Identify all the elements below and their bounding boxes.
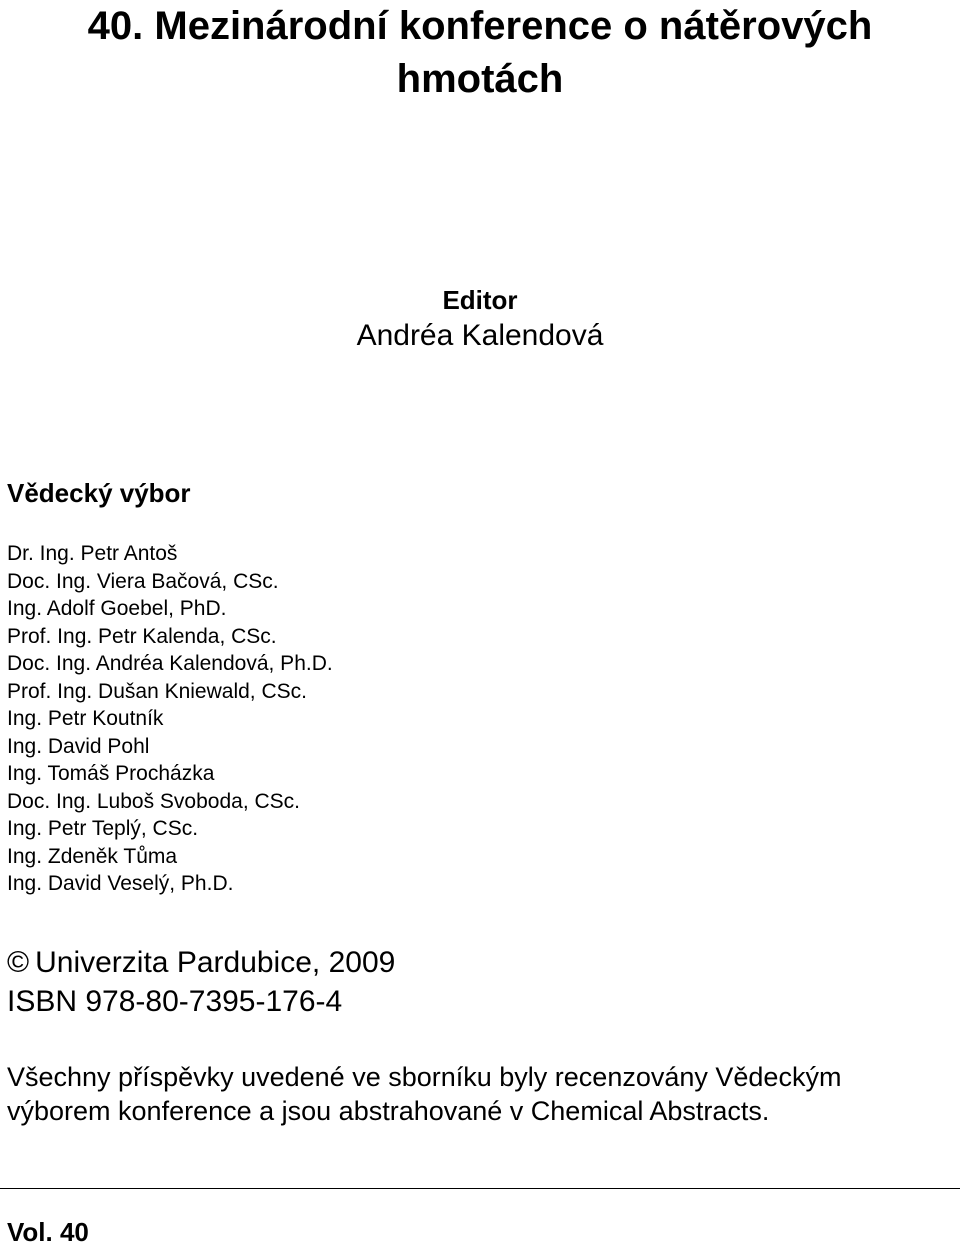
editor-name: Andréa Kalendová [356,319,604,352]
editor-label: Editor [442,285,518,315]
copyright-icon: © [7,946,30,979]
committee-member: Ing. Zdeněk Tůma [7,844,178,868]
committee-list [7,540,333,898]
document-title: 40. Mezinárodní konference o nátěrových hmotách [87,4,873,101]
isbn: ISBN 978-80-7395-176-4 [7,985,343,1018]
committee-member: Ing. Adolf Goebel, PhD. [7,597,227,620]
committee-member: Prof. Ing. Dušan Kniewald, CSc. [7,679,307,703]
committee-member: Ing. Petr Koutník [7,707,164,730]
committee-member: Dr. Ing. Petr Antoš [7,542,178,565]
committee-member: Doc. Ing. Viera Bačová, CSc. [7,569,279,593]
committee-member: Ing. David Pohl [7,734,150,758]
committee-member: Ing. David Veselý, Ph.D. [7,872,234,895]
committee-heading: Vědecký výbor [7,478,191,508]
volume-label: Vol. 40 [7,1217,89,1247]
copyright-line [7,944,395,982]
committee-member: Doc. Ing. Andréa Kalendová, Ph.D. [7,652,333,675]
copyright-text: Univerzita Pardubice, 2009 [35,946,396,979]
footer-divider [0,1188,960,1189]
committee-member: Doc. Ing. Luboš Svoboda, CSc. [7,789,301,813]
committee-member: Ing. Tomáš Procházka [7,762,215,785]
committee-member: Ing. Petr Teplý, CSc. [7,817,199,840]
committee-member: Prof. Ing. Petr Kalenda, CSc. [7,624,277,648]
review-note: Všechny příspěvky uvedené ve sborníku byly recenzovány Vědeckým výborem konference a jsou abstrahované v Chemical Abstracts. [7,1062,842,1126]
